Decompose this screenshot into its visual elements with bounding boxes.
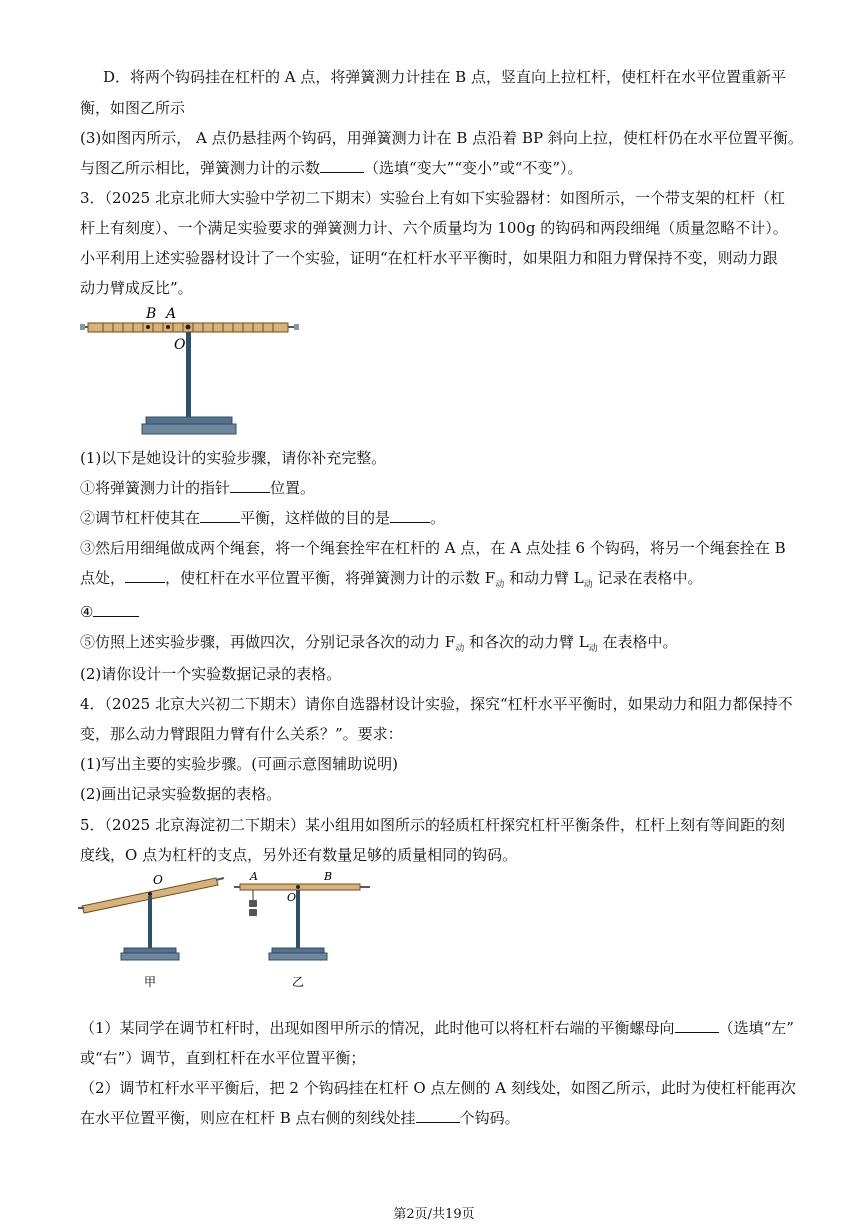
problem4-line2: 变，那么动力臂跟阻力臂有什么关系？”。要求： [80, 725, 403, 743]
label-a-yi: A [250, 870, 258, 883]
caption-yi: 乙 [292, 975, 305, 989]
problem4-part1: (1)写出主要的实验步骤。(可画示意图辅助说明) [80, 755, 398, 773]
q3-line1: (3)如图丙所示， A 点仍悬挂两个钩码，用弹簧测力计在 B 点沿着 BP 斜向上拉，使杠杆仍在水平位置平衡。 [80, 129, 803, 147]
problem3-line1: 3．（2025 北京北师大实验中学初二下期末）实验台上有如下实验器材：如图所示，一个带支架的杠杆（杠 [80, 189, 785, 207]
step3-line1: ③然后用细绳做成两个绳套，将一个绳套拴牢在杠杆的 A 点，在 A 点处挂 6 个钩码，将另一个绳套拴在 B [80, 539, 786, 557]
answer-blank[interactable] [93, 616, 139, 617]
problem4-part2: (2)画出记录实验数据的表格。 [80, 785, 282, 803]
page-footer: 第2页/共19页 [393, 1207, 475, 1222]
answer-blank[interactable] [416, 1122, 460, 1123]
problem5-part2-line1: （2）调节杠杆水平平衡后，把 2 个钩码挂在杠杆 O 点左侧的 A 刻线处，如图乙所示，此时为使杠杆能再次 [80, 1079, 796, 1097]
figure-yi [234, 870, 370, 960]
step1: ①将弹簧测力计的指针 位置。 [80, 479, 316, 497]
label-o: O [174, 337, 186, 353]
answer-blank[interactable] [125, 582, 165, 583]
answer-blank[interactable] [320, 172, 364, 173]
problem3-line2: 杆上有刻度）、一个满足实验要求的弹簧测力计、六个质量均为 100g 的钩码和两段细绳（质量忽略不计）。 [80, 219, 788, 237]
answer-blank[interactable] [200, 522, 240, 523]
p3-part2: (2)请你设计一个实验数据记录的表格。 [80, 665, 342, 683]
step3-line2: 点处， ，使杠杆在水平位置平衡，将弹簧测力计的示数 $F_动$ 和动力臂 $L_动$ 记录在表格中。 [80, 569, 703, 590]
problem5-line2: 度线，O 点为杠杆的支点，另外还有数量足够的质量相同的钩码。 [80, 846, 518, 864]
label-a: A [166, 306, 177, 322]
stand-pole [186, 332, 191, 417]
problem3-line4: 动力臂成反比”。 [80, 279, 193, 297]
label-o-jia: O [153, 873, 163, 887]
problem5-part1-line1: （1）某同学在调节杠杆时，出现如图甲所示的情况，此时他可以将杠杆右端的平衡螺母向 （选填“左” [80, 1019, 794, 1037]
label-b-yi: B [324, 870, 333, 883]
problem5-part1-line2: 或“右”）调节，直到杠杆在水平位置平衡； [80, 1049, 366, 1067]
option-d-line1: D．将两个钩码挂在杠杆的 A 点，将弹簧测力计挂在 B 点，竖直向上拉杠杆，使杠杆在水平位置重新平 [103, 68, 786, 86]
answer-blank[interactable] [230, 492, 270, 493]
p3-part1: (1)以下是她设计的实验步骤，请你补充完整。 [80, 449, 387, 467]
problem4-line1: 4．（2025 北京大兴初二下期末）请你自选器材设计实验，探究“杠杆水平平衡时，如果动力和阻力都保持不 [80, 695, 793, 713]
label-o-yi: O [287, 891, 297, 904]
step5: ⑤仿照上述实验步骤，再做四次，分别记录各次的动力 $F_动$ 和各次的动力臂 $L_动$ 在表格中。 [80, 633, 678, 654]
step2: ②调节杠杆使其在 平衡，这样做的目的是 。 [80, 509, 446, 527]
lever-figure-2 [78, 868, 378, 996]
label-b: B [146, 306, 157, 322]
problem5-part2-line2: 在水平位置平衡，则应在杠杆 B 点右侧的刻线处挂 个钩码。 [80, 1109, 520, 1127]
step4: ④ [80, 602, 139, 622]
answer-blank[interactable] [675, 1032, 719, 1033]
problem5-line1: 5．（2025 北京海淀初二下期末）某小组用如图所示的轻质杠杆探究杠杆平衡条件，杠杆上刻有等间距的刻 [80, 816, 785, 834]
q3-line2: 与图乙所示相比，弹簧测力计的示数 （选填“变大”“变小”或“不变”）。 [80, 159, 583, 177]
answer-blank[interactable] [390, 522, 430, 523]
caption-jia: 甲 [144, 975, 157, 989]
lever-figure-1 [80, 305, 310, 440]
figure-jia [78, 873, 224, 960]
problem3-line3: 小平利用上述实验器材设计了一个实验，证明“在杠杆水平平衡时，如果阻力和阻力臂保持不变，则动力跟 [80, 249, 778, 267]
option-d-line2: 衡，如图乙所示 [80, 99, 186, 117]
